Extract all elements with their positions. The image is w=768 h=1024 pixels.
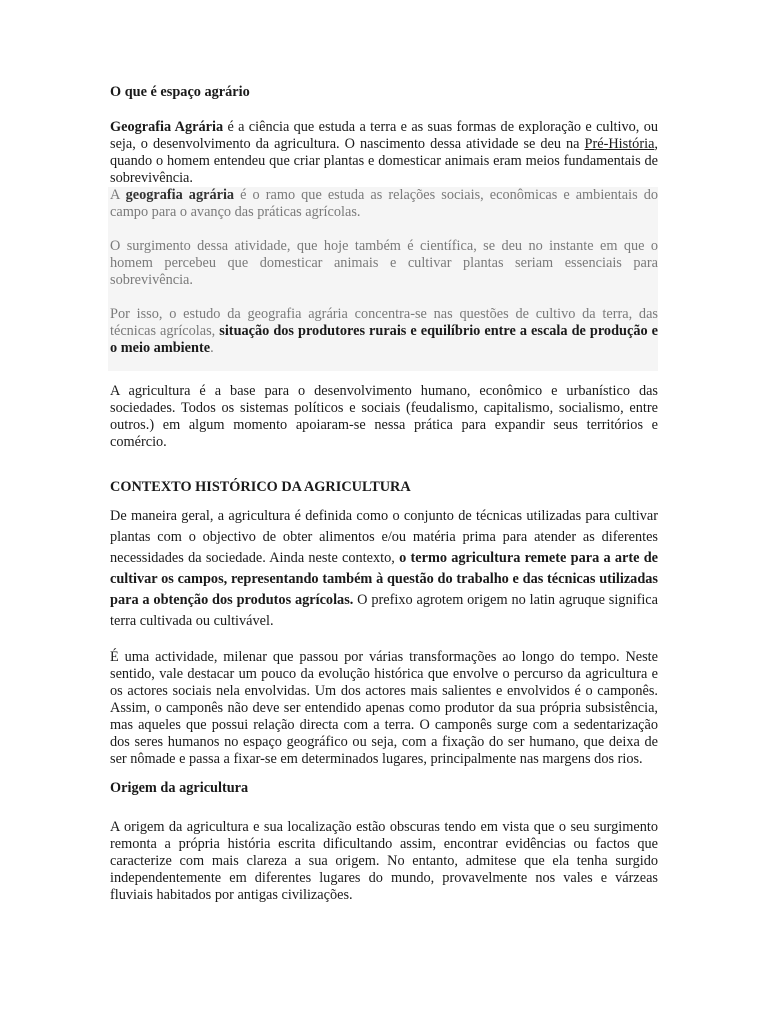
section-title-contexto-historico: CONTEXTO HISTÓRICO DA AGRICULTURA	[110, 479, 411, 495]
section-title-espaco-agrario: O que é espaço agrário	[110, 84, 250, 100]
paragraph-geografia-agraria: Geografia Agrária é a ciência que estuda a terra e as suas formas de exploração e cultivo, ou seja, o desenvolvimento da agricultura. O nascimento dessa atividade se deu na Pré-História, quando o homem entendeu que criar plantas e domesticar animais eram meios fundamentais de sobrevivência.	[110, 119, 658, 186]
paragraph-agricultura-base: A agricultura é a base para o desenvolvimento humano, econômico e urbanístico das sociedades. Todos os sistemas políticos e sociais (feudalismo, capitalismo, socialismo, entre outros.) em algum momento apoiaram-se nessa prática para expandir seus territórios e comércio.	[110, 383, 658, 450]
paragraph-contexto-2: É uma actividade, milenar que passou por várias transformações ao longo do tempo. Neste sentido, vale destacar um pouco da evolução histórica que envolve o percurso da agricultura e os actores sociais nela envolvidas. Um dos actores mais salientes e envolvidos é o camponês. Assim, o camponês não deve ser entendido apenas como produtor da sua própria subsistência, mas aqueles que possui relação directa com a terra. O camponês surge com a sedentarização dos seres humanos no espaço geográfico ou seja, com a fixação do ser humano, que deixa de ser nômade e passa a fixar-se em determinados lugares, principalmente nas margens dos rios.	[110, 649, 658, 767]
paragraph-contexto-1: De maneira geral, a agricultura é definida como o conjunto de técnicas utilizadas para cultivar plantas com o objectivo de obter alimentos e/ou matéria prima para atender as diferentes necessidades da sociedade. Ainda neste contexto, o termo agricultura remete para a arte de cultivar os campos, representando também à questão do trabalho e das técnicas utilizadas para a obtenção dos produtos agrícolas. O prefixo agrotem origem no latin agruque significa terra cultivada ou cultivável.	[110, 508, 659, 629]
quote-paragraph-1: A geografia agrária é o ramo que estuda as relações sociais, econômicas e ambientais do campo para o avanço das práticas agrícolas.	[110, 187, 658, 220]
term-geografia-agraria: Geografia Agrária	[110, 119, 224, 135]
quote-paragraph-3: Por isso, o estudo da geografia agrária concentra-se nas questões de cultivo da terra, das técnicas agrícolas, situação dos produtores rurais e equilíbrio entre a escala de produção e o meio ambiente.	[110, 306, 658, 356]
quote-paragraph-2: O surgimento dessa atividade, que hoje também é científica, se deu no instante em que o homem percebeu que domesticar animais e cultivar plantas seriam essenciais para sobrevivência.	[110, 238, 658, 288]
paragraph-origem: A origem da agricultura e sua localização estão obscuras tendo em vista que o seu surgimento remonta a própria história escrita dificultando assim, encontrar evidências ou factos que caracterize com mais clareza a sua origem. No entanto, admitese que ela tenha surgido independentemente em diferentes lugares do mundo, provavelmente nos vales e várzeas fluviais habitados por antigas civilizações.	[110, 819, 658, 903]
link-pre-historia[interactable]: Pré-História	[584, 136, 655, 152]
document-page	[110, 84, 658, 904]
section-title-origem: Origem da agricultura	[110, 780, 249, 796]
highlighted-quote-box	[108, 187, 658, 371]
